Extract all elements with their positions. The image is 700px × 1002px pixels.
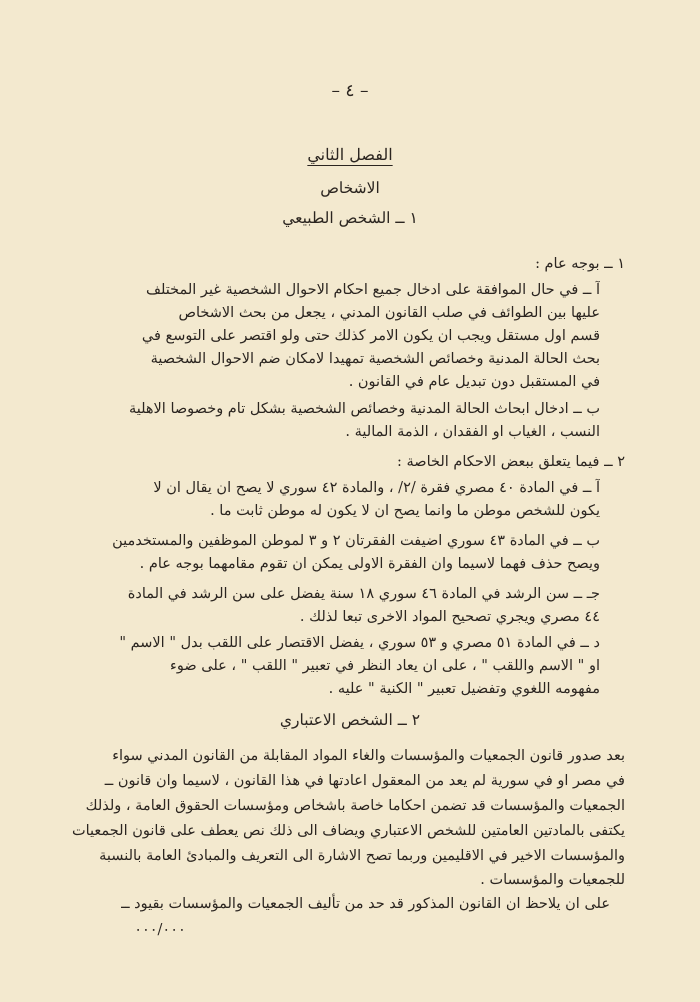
chapter-title: الفصل الثاني bbox=[307, 145, 393, 164]
item-1a-line: في المستقبل دون تبديل عام في القانون . bbox=[348, 374, 600, 390]
paragraph-line: بعد صدور قانون الجمعيات والمؤسسات والغاء المواد المقابلة من القانون المدني سواء bbox=[112, 748, 625, 764]
item-2d-line: او " الاسم واللقب " ، على ان يعاد النظر في تعبير " اللقب " ، على ضوء bbox=[170, 658, 600, 674]
section-title: الاشخاص bbox=[320, 179, 380, 197]
subsection-2-title: ٢ ــ الشخص الاعتباري bbox=[279, 711, 421, 729]
item-1a-line: بحث الحالة المدنية وخصائص الشخصية تمهيدا لامكان ضم الاحوال الشخصية bbox=[150, 351, 600, 367]
item-2d-line: مفهومه اللغوي وتفضيل تعبير " الكنية " عليه . bbox=[328, 681, 600, 697]
paragraph-line: والمؤسسات الاخير في الاقليمين وربما تصح الاشارة الى التعريف والمبادئ العامة بالنسبة bbox=[99, 848, 625, 864]
item-2b-line: ب ــ في المادة ٤٣ سوري اضيفت الفقرتان ٢ و ٣ لموطن الموظفين والمستخدمين bbox=[112, 533, 600, 549]
item-2-heading: ٢ ــ فيما يتعلق ببعض الاحكام الخاصة : bbox=[397, 454, 625, 470]
item-2a-line: آ ــ في المادة ٤٠ مصري فقرة /٢/ ، والمادة ٤٢ سوري لا يصح ان يقال ان لا bbox=[153, 480, 600, 496]
page-number: – ٤ – bbox=[331, 81, 369, 101]
item-1b-line: ب ــ ادخال ابحاث الحالة المدنية وخصائص الشخصية بشكل تام وخصوصا الاهلية bbox=[128, 401, 600, 417]
paragraph-line: الجمعيات والمؤسسات قد تضمن احكاما خاصة باشخاص ومؤسسات الحقوق العامة ، ولذلك bbox=[85, 798, 625, 814]
paragraph-line: يكتفى بالمادتين العامتين للشخص الاعتباري ويضاف الى ذلك نص يعطف على قانون الجمعيات bbox=[71, 823, 625, 839]
item-1a-line: قسم اول مستقل ويجب ان يكون الامر كذلك حتى ولو اقتصر على التوسع في bbox=[141, 328, 600, 344]
item-1b-line: النسب ، الغياب او الفقدان ، الذمة المالية . bbox=[345, 424, 600, 440]
item-2c-line: جـ ــ سن الرشد في المادة ٤٦ سوري ١٨ سنة يفضل على سن الرشد في المادة bbox=[127, 586, 600, 602]
item-2d-line: د ــ في المادة ٥١ مصري و ٥٣ سوري ، يفضل الاقتصار على اللقب بدل " الاسم " bbox=[119, 635, 600, 651]
item-2b-line: ويصح حذف فهما لاسيما وان الفقرة الاولى يمكن ان تقوم مقامهما بوجه عام . bbox=[139, 556, 600, 572]
item-2c-line: ٤٤ مصري ويجري تصحيح المواد الاخرى تبعا لذلك . bbox=[299, 609, 600, 625]
paragraph-line: للجمعيات والمؤسسات . bbox=[480, 872, 625, 888]
item-2a-line: يكون للشخص موطن ما وانما يصح ان لا يكون له موطن ثابت ما . bbox=[210, 503, 600, 519]
closing-line: على ان يلاحظ ان القانون المذكور قد حد من تأليف الجمعيات والمؤسسات بقيود ــ bbox=[121, 896, 610, 912]
item-1a-line: عليها بين الطوائف في صلب القانون المدني ، يجعل من بحث الاشخاص bbox=[178, 305, 600, 321]
subsection-title: ١ ــ الشخص الطبيعي bbox=[282, 209, 418, 227]
continuation-mark: ٠٠٠/٠٠٠ bbox=[134, 922, 186, 938]
item-1a-line: آ ــ في حال الموافقة على ادخال جميع احكام الاحوال الشخصية غير المختلف bbox=[145, 282, 600, 298]
paragraph-line: في مصر او في سورية لم يعد من المعقول اعادتها في هذا القانون ، لاسيما وان قانون ــ bbox=[104, 773, 625, 789]
item-1-heading: ١ ــ بوجه عام : bbox=[535, 256, 625, 272]
